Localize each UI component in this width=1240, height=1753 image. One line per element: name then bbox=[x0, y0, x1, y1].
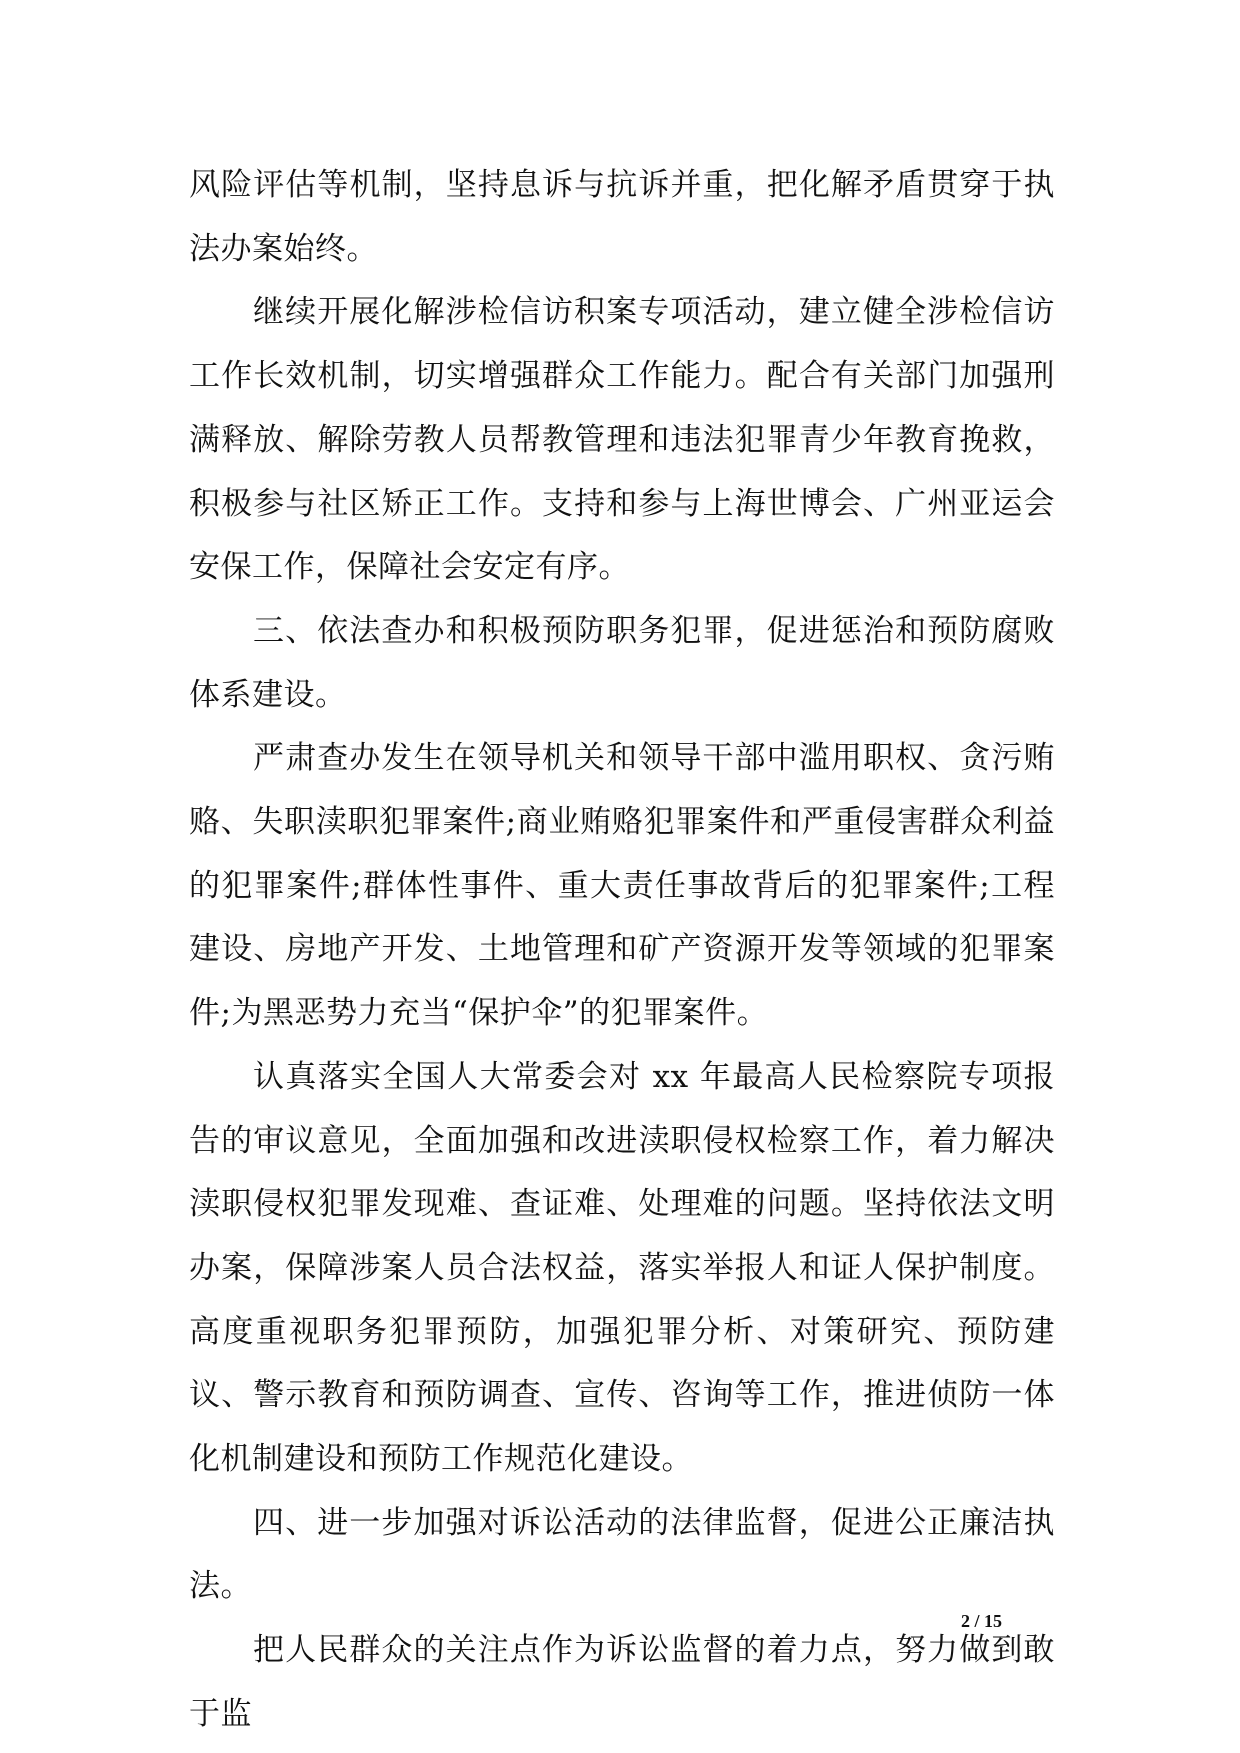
document-body bbox=[189, 154, 1055, 1747]
paragraph-5: 认真落实全国人大常委会对 xx 年最高人民检察院专项报告的审议意见，全面加强和改进渎职侵权检察工作，着力解决渎职侵权犯罪发现难、查证难、处理难的问题。坚持依法文明办案，保障涉案人员合法权益，落实举报人和证人保护制度。高度重视职务犯罪预防，加强犯罪分析、对策研究、预防建议、警示教育和预防调查、宣传、咨询等工作，推进侦防一体化机制建设和预防工作规范化建设。 bbox=[189, 1058, 1055, 1478]
paragraph-1: 风险评估等机制，坚持息诉与抗诉并重，把化解矛盾贯穿于执法办案始终。 bbox=[189, 167, 1055, 267]
page-number: 2 / 15 bbox=[961, 1611, 1003, 1631]
section-heading-4: 四、进一步加强对诉讼活动的法律监督，促进公正廉洁执法。 bbox=[189, 1504, 1055, 1605]
section-heading-3: 三、依法查办和积极预防职务犯罪，促进惩治和预防腐败体系建设。 bbox=[189, 612, 1055, 713]
paragraph-2: 继续开展化解涉检信访积案专项活动，建立健全涉检信访工作长效机制，切实增强群众工作能力。配合有关部门加强刑满释放、解除劳教人员帮教管理和违法犯罪青少年教育挽救，积极参与社区矫正工作。支持和参与上海世博会、广州亚运会安保工作，保障社会安定有序。 bbox=[189, 294, 1055, 586]
paragraph-7: 把人民群众的关注点作为诉讼监督的着力点，努力做到敢于监 bbox=[189, 1632, 1055, 1732]
paragraph-4: 严肃查办发生在领导机关和领导干部中滥用职权、贪污贿赂、失职渎职犯罪案件;商业贿赂犯罪案件和严重侵害群众利益的犯罪案件;群体性事件、重大责任事故背后的犯罪案件;工程建设、房地产开发、土地管理和矿产资源开发等领域的犯罪案件;为黑恶势力充当“保护伞”的犯罪案件。 bbox=[189, 740, 1055, 1032]
